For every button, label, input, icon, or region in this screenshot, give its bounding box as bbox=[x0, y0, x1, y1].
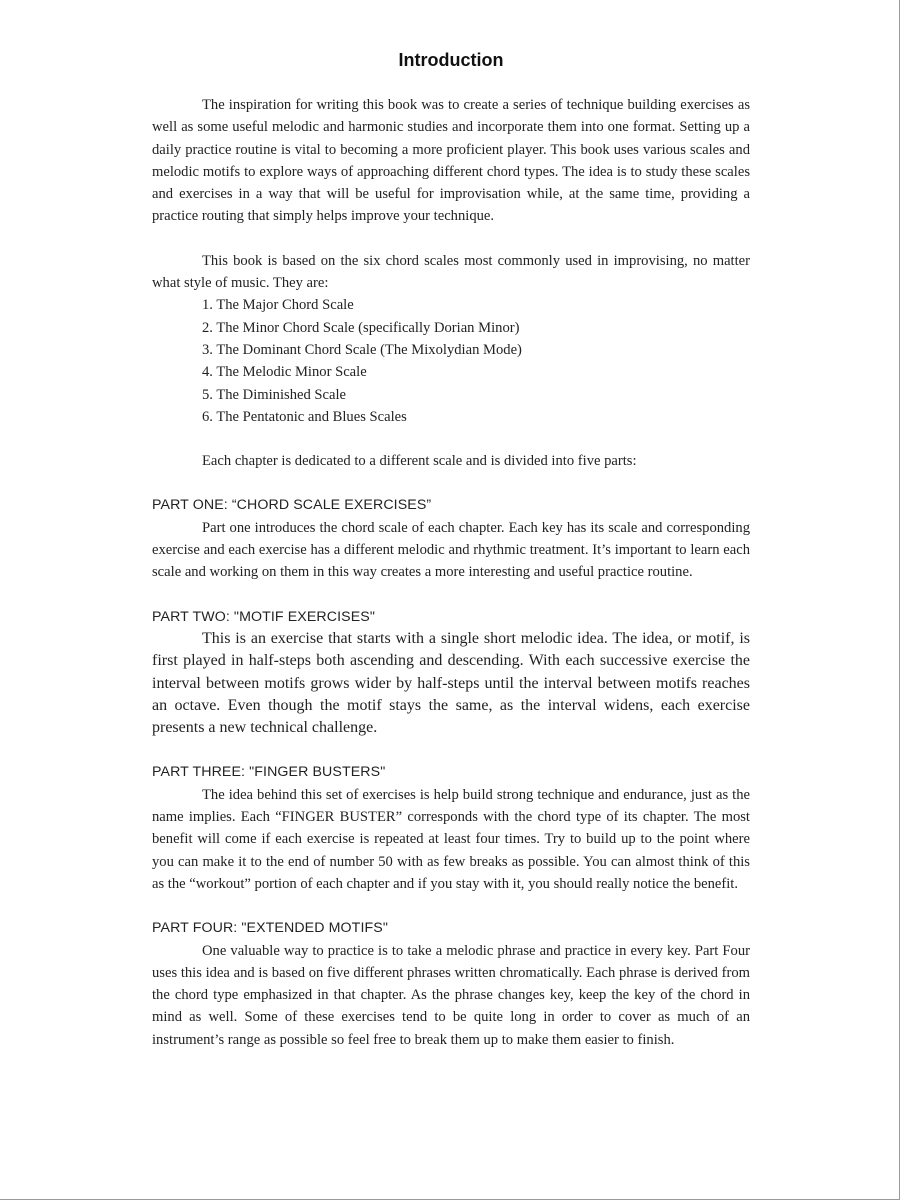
chapter-intro: Each chapter is dedicated to a different scale and is divided into five parts: bbox=[202, 453, 637, 470]
list-item: 1. The Major Chord Scale bbox=[202, 297, 354, 314]
page-content bbox=[152, 48, 750, 1051]
list-item: 5. The Diminished Scale bbox=[202, 386, 347, 403]
section-body-part-two: This is an exercise that starts with a single short melodic idea. The idea, or motif, is first played in half-steps both ascending and descending. With each successive exercise the interval between motifs grows wider by half-steps until the interval between motifs reaches an octave. Even though the motif stays the same, as the interval widens, each exercise presents a new technical challenge. bbox=[152, 629, 750, 737]
list-item: 2. The Minor Chord Scale (specifically Dorian Minor) bbox=[202, 319, 520, 336]
section-body-part-four: One valuable way to practice is to take a melodic phrase and practice in every key. Part Four uses this idea and is based on five different phrases written chromatically. Each phrase is derived from the chord type emphasized in that chapter. As the phrase changes key, keep the key of the chord in mind as well. Some of these exercises tend to be quite long in order to cover as much of an instrument’s range as possible so feel free to break them up to make them easier to finish. bbox=[152, 942, 750, 1048]
section-heading-part-four: PART FOUR: "EXTENDED MOTIFS" bbox=[152, 920, 388, 937]
section-heading-part-one: PART ONE: “CHORD SCALE EXERCISES” bbox=[152, 497, 432, 514]
section-body-part-three: The idea behind this set of exercises is help build strong technique and endurance, just as the name implies. Each “FINGER BUSTER” corresponds with the chord type of its chapter. The most benefit will come if each exercise is repeated at least four times. Try to build up to the point where you can make it to the end of number 50 with as few breaks as possible. You can almost think of this as the “workout” portion of each chapter and if you stay with it, you should really notice the benefit. bbox=[152, 786, 750, 892]
section-heading-part-three: PART THREE: "FINGER BUSTERS" bbox=[152, 764, 386, 781]
list-item: 4. The Melodic Minor Scale bbox=[202, 364, 367, 381]
page-title: Introduction bbox=[398, 50, 504, 70]
scales-list bbox=[152, 294, 750, 428]
section-body-part-one: Part one introduces the chord scale of each chapter. Each key has its scale and corresponding exercise and each exercise has a different melodic and rhythmic treatment. It’s important to learn each scale and working on them in this way creates a more interesting and useful practice routine. bbox=[152, 519, 750, 581]
intro-paragraph-1: The inspiration for writing this book was to create a series of technique building exercises as well as some useful melodic and harmonic studies and incorporate them into one format. Setting up a daily practice routine is vital to becoming a more proficient player. This book uses various scales and melodic motifs to explore ways of approaching different chord types. The idea is to study these scales and exercises in a way that will be useful for improvisation while, at the same time, providing a practice routing that simply helps improve your technique. bbox=[152, 97, 750, 225]
list-item: 6. The Pentatonic and Blues Scales bbox=[202, 408, 407, 425]
intro-paragraph-2: This book is based on the six chord scales most commonly used in improvising, no matter what style of music. They are: bbox=[152, 252, 750, 292]
list-item: 3. The Dominant Chord Scale (The Mixolydian Mode) bbox=[202, 341, 522, 358]
section-heading-part-two: PART TWO: "MOTIF EXERCISES" bbox=[152, 608, 375, 625]
